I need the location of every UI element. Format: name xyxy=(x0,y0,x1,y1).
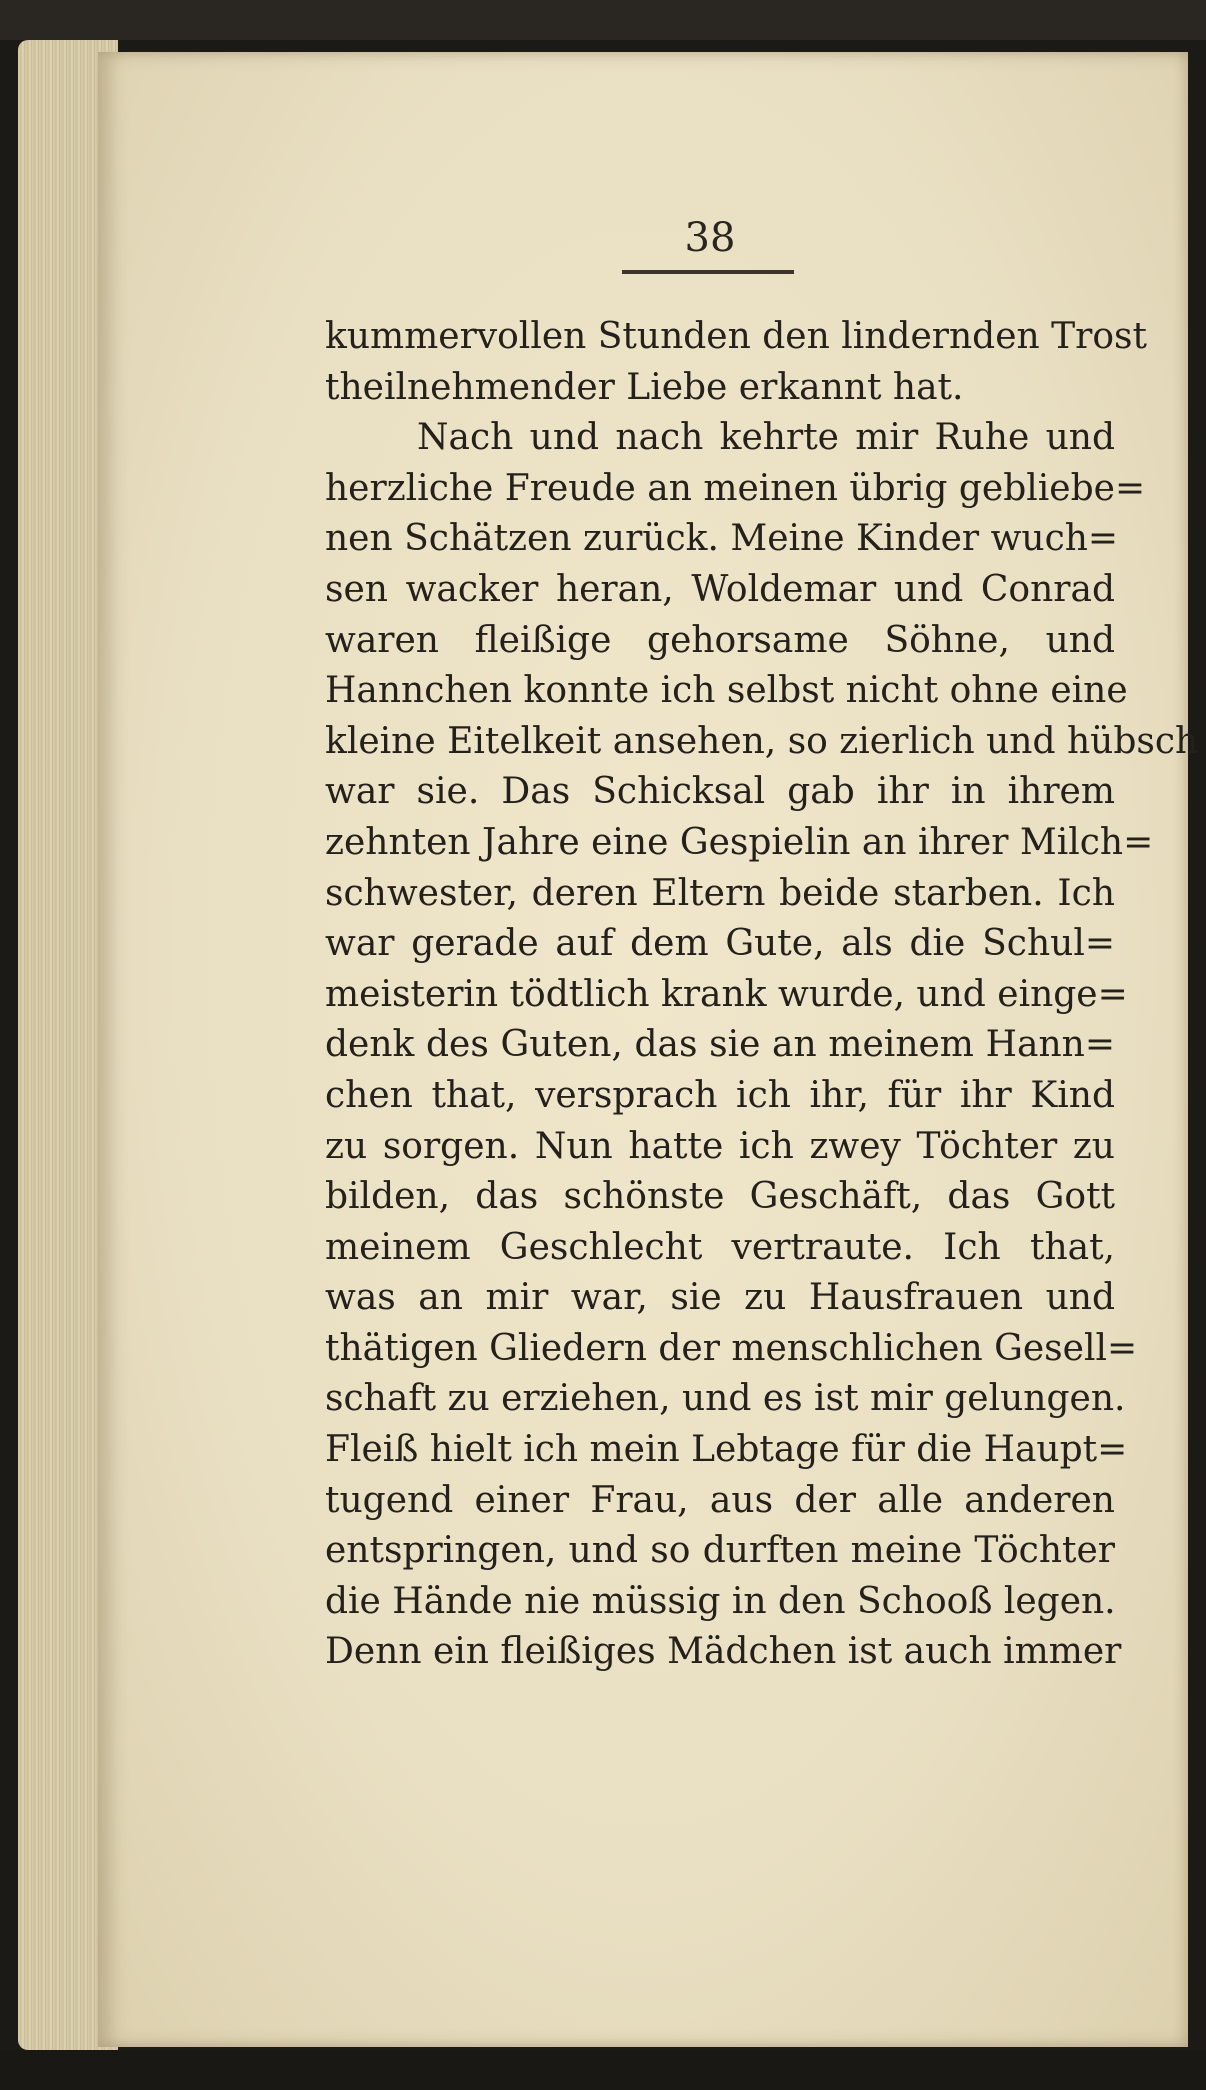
text-line: bilden, das schönste Geschäft, das Gott xyxy=(325,1176,1115,1218)
text-line: was an mir war, sie zu Hausfrauen und xyxy=(325,1277,1115,1319)
page-number-rule xyxy=(622,270,794,274)
text-line: schaft zu erziehen, und es ist mir gelungen. xyxy=(325,1378,1126,1420)
text-line: Denn ein fleißiges Mädchen ist auch immer xyxy=(325,1631,1122,1673)
text-line: war gerade auf dem Gute, als die Schul= xyxy=(325,923,1115,965)
text-line: Fleiß hielt ich mein Lebtage für die Haupt= xyxy=(325,1429,1128,1471)
text-line: waren fleißige gehorsame Söhne, und xyxy=(325,619,1115,661)
body-text xyxy=(325,312,1199,1678)
text-line: zehnten Jahre eine Gespielin an ihrer Milch= xyxy=(325,821,1154,863)
text-line: entspringen, und so durften meine Töchter xyxy=(325,1530,1115,1572)
text-line: chen that, versprach ich ihr, für ihr Kind xyxy=(325,1074,1115,1116)
text-line: denk des Guten, das sie an meinem Hann= xyxy=(325,1024,1115,1066)
text-line: thätigen Gliedern der menschlichen Gesell= xyxy=(325,1327,1138,1369)
scan-bottom-border xyxy=(0,2050,1206,2090)
text-line: Nach und nach kehrte mir Ruhe und xyxy=(417,417,1115,459)
text-line: war sie. Das Schicksal gab ihr in ihrem xyxy=(325,771,1115,813)
text-line: kummervollen Stunden den lindernden Trost xyxy=(325,316,1147,357)
text-line: herzliche Freude an meinen übrig gebliebe= xyxy=(325,467,1146,509)
text-line: sen wacker heran, Woldemar und Conrad xyxy=(325,568,1115,610)
text-line: kleine Eitelkeit ansehen, so zierlich und hübsch xyxy=(325,720,1199,762)
page-number: 38 xyxy=(684,215,736,261)
text-line: Hannchen konnte ich selbst nicht ohne eine xyxy=(325,670,1128,712)
scan-top-border xyxy=(0,0,1206,40)
text-line: zu sorgen. Nun hatte ich zwey Töchter zu xyxy=(325,1125,1115,1167)
text-line: theilnehmender Liebe erkannt hat. xyxy=(325,366,964,408)
text-line: meinem Geschlecht vertraute. Ich that, xyxy=(325,1226,1115,1268)
text-line: die Hände nie müssig in den Schooß legen. xyxy=(325,1580,1116,1622)
text-line: schwester, deren Eltern beide starben. Ich xyxy=(325,872,1115,914)
text-line: nen Schätzen zurück. Meine Kinder wuch= xyxy=(325,518,1119,560)
text-line: tugend einer Frau, aus der alle anderen xyxy=(325,1479,1115,1521)
text-line: meisterin tödtlich krank wurde, und einge= xyxy=(325,973,1128,1015)
